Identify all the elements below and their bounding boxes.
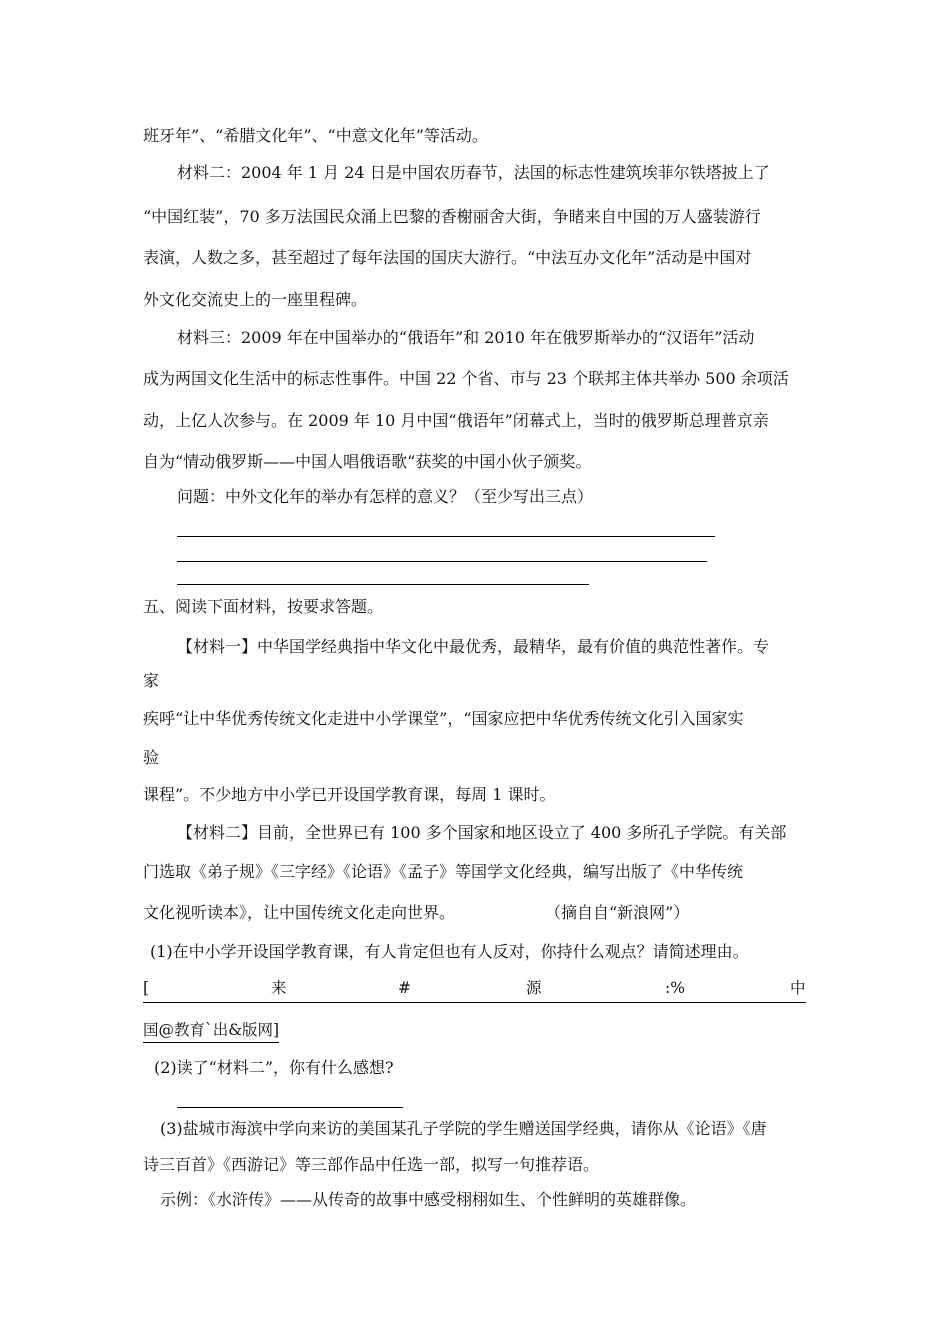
text-line: 家 [143,671,160,690]
text-line: 疾呼“让中华优秀传统文化走进中小学课堂”，“国家应把中华优秀传统文化引入国家实 [143,709,744,728]
material-two-block: 【材料二】目前，全世界已有 100 多个国家和地区设立了 400 多所孔子学院。有关部 [177,823,787,842]
source-note: （摘自自“新浪网”） [545,903,690,922]
section-heading: 五、阅读下面材料，按要求答题。 [143,597,384,616]
material-three-para: 材料三：2009 年在中国举办的“俄语年”和 2010 年在俄罗斯举办的“汉语年”活动 [177,328,755,347]
text-line: “中国红装”，70 多万法国民众涌上巴黎的香榭丽舍大街，争睹来自中国的万人盛装游行 [143,207,761,226]
watermark-part: 中 [790,979,806,997]
watermark-part: :% [665,979,685,997]
source-watermark [143,978,806,1003]
text-line: 动，上亿人次参与。在 2009 年 10 月中国“俄语年”闭幕式上，当时的俄罗斯总理普京亲 [143,411,769,430]
watermark-part: [ [143,979,150,997]
text-line: 课程”。不少地方中小学已开设国学教育课，每周 1 课时。 [143,785,556,804]
text-line: 外文化交流史上的一座里程碑。 [143,290,368,309]
text-line: 文化视听读本》，让中国传统文化走向世界。 [143,903,456,922]
text-line: 表演，人数之多，甚至超过了每年法国的国庆大游行。“中法互办文化年”活动是中国对 [143,248,752,267]
source-watermark-line2: 国@教育`出&版网] [143,1020,279,1043]
question-three: (3)盐城市海滨中学向来访的美国某孔子学院的学生赠送国学经典，请你从《论语》《唐 [160,1119,767,1138]
text-line: 班牙年”、“希腊文化年”、“中意文化年”等活动。 [143,126,488,145]
watermark-part: # [398,979,411,997]
answer-line [177,561,707,562]
question-one: (1)在中小学开设国学教育课，有人肯定但也有人反对，你持什么观点？请简述理由。 [150,942,749,961]
text-line: 自为“情动俄罗斯——中国人唱俄语歌“获奖的中国小伙子颁奖。 [143,452,592,471]
watermark-part: 源 [526,979,542,997]
text-line: 验 [143,748,160,767]
question-text: 问题：中外文化年的举办有怎样的意义？（至少写出三点） [177,487,594,506]
text-line: 成为两国文化生活中的标志性事件。中国 22 个省、市与 23 个联邦主体共举办 500 余项活 [143,369,789,388]
material-two-para: 材料二：2004 年 1 月 24 日是中国农历春节，法国的标志性建筑埃菲尔铁塔披上了 [177,163,770,182]
answer-line [177,584,589,585]
example-text: 示例：《水浒传》——从传奇的故事中感受栩栩如生、个性鲜明的英雄群像。 [160,1190,697,1209]
question-two: (2)读了“材料二”，你有什么感想? [154,1058,394,1077]
text-line: 门选取《弟子规》《三字经》《论语》《孟子》等国学文化经典，编写出版了《中华传统 [143,862,744,881]
watermark-part: 来 [271,979,287,997]
answer-line [177,536,715,537]
material-one-para: 【材料一】中华国学经典指中华文化中最优秀，最精华，最有价值的典范性著作。专 [177,637,770,656]
answer-line [177,1107,403,1108]
text-line: 诗三百首》《西游记》等三部作品中任选一部，拟写一句推荐语。 [143,1155,600,1174]
